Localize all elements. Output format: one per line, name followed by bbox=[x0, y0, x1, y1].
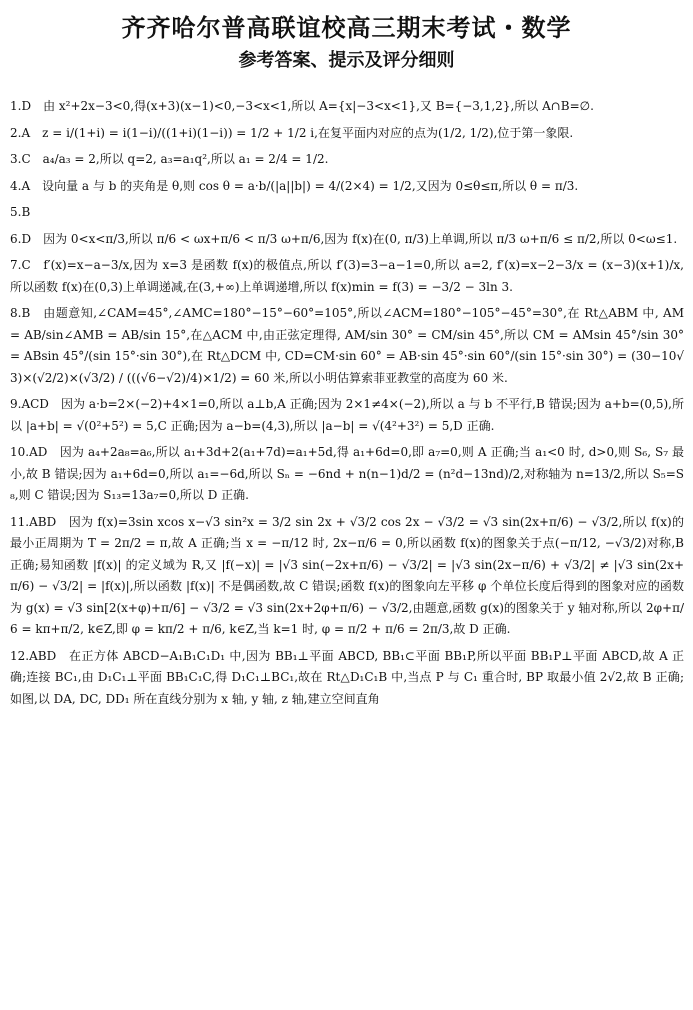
answer-text: A 设向量 a 与 b 的夹角是 θ,则 cos θ = a·b/(|a||b|) = 4/(2×4) = 1/2,又因为 0≤θ≤π,所以 θ = π/3. bbox=[21, 178, 579, 193]
answer-item-2 bbox=[10, 123, 684, 145]
page-title: 齐齐哈尔普高联谊校高三期末考试・数学 bbox=[121, 14, 572, 42]
answer-text: A z = i/(1+i) = i(1−i)/((1+i)(1−i)) = 1/2 + 1/2 i,在复平面内对应的点为(1/2, 1/2),位于第一象限. bbox=[21, 125, 574, 140]
answer-item-4 bbox=[10, 176, 684, 198]
answer-number: 9. bbox=[10, 397, 22, 411]
answer-text: C a₄/a₃ = 2,所以 q=2, a₃=a₁q²,所以 a₁ = 2/4 = 1/2. bbox=[21, 152, 329, 166]
answer-text: B bbox=[21, 205, 31, 219]
answer-number: 7. bbox=[10, 258, 22, 272]
answer-item-12 bbox=[10, 646, 684, 711]
answer-item-6 bbox=[10, 229, 684, 251]
answer-number: 5. bbox=[10, 205, 22, 219]
answer-item-10 bbox=[10, 442, 684, 507]
answer-item-8 bbox=[10, 303, 684, 389]
answer-text: ACD 因为 a·b=2×(−2)+4×1=0,所以 a⊥b,A 正确;因为 2×1≠4×(−2),所以 a 与 b 不平行,B 错误;因为 a+b=(0,5),所以 |a+b| = √(0²+5²) = 5,C 正确;因为 a−b=(4,3),所以 |a−b| = √(4²+3²) = 5,D 正确. bbox=[10, 397, 684, 433]
answer-number: 4. bbox=[10, 178, 22, 193]
answer-text: B 由题意知,∠CAM=45°,∠AMC=180°−15°−60°=105°,所以∠ACM=180°−105°−45°=30°,在 Rt△ABM 中, AM = AB/sin∠AMB = AB/sin 15°,在△ACM 中,由正弦定理得, AM/sin 30° = CM/sin 45°,所以 CM = AMsin 45°/sin 30° = ABsin 45°/(sin 15°·sin 30°),在 Rt△DCM 中, CD=CM·sin 60° = AB·sin 45°·sin 60°/(sin 15°·sin 30°) = (30−10√3)×(√2/2)×(√3/2) / (((√6−√2)/4)×1/2) = 60 米,所以小明估算索菲亚教堂的高度为 60 米. bbox=[10, 306, 684, 385]
answer-item-1 bbox=[10, 96, 684, 118]
answer-number: 2. bbox=[10, 125, 22, 140]
answer-text: AD 因为 a₄+2a₈=a₆,所以 a₁+3d+2(a₁+7d)=a₁+5d,得 a₁+6d=0,即 a₇=0,则 A 正确;当 a₁<0 时, d>0,则 S₆, S₇ 最小,故 B 错误;因为 a₁+6d=0,所以 a₁=−6d,所以 Sₙ = −6nd + n(n−1)d/2 = (n²d−13nd)/2,对称轴为 n=13/2,所以 S₅=S₈,则 C 错误;因为 S₁₃=13a₇=0,所以 D 正确. bbox=[10, 445, 684, 502]
answer-number: 6. bbox=[10, 231, 22, 246]
answer-text: ABD 在正方体 ABCD−A₁B₁C₁D₁ 中,因为 BB₁⊥平面 ABCD, BB₁⊂平面 BB₁P,所以平面 BB₁P⊥平面 ABCD,故 A 正确;连接 BC₁,由 D₁C₁⊥平面 BB₁C₁C,得 D₁C₁⊥BC₁,故在 Rt△D₁C₁B 中,当点 P 与 C₁ 重合时, BP 取最小值 2√2,故 B 正确;如图,以 DA, DC, DD₁ 所在直线分别为 x 轴, y 轴, z 轴,建立空间直角 bbox=[10, 648, 684, 706]
answer-item-7 bbox=[10, 255, 684, 298]
answer-text: D 因为 0<x<π/3,所以 π/6 < ωx+π/6 < π/3 ω+π/6,因为 f(x)在(0, π/3)上单调,所以 π/3 ω+π/6 ≤ π/2,所以 0<ω≤1. bbox=[21, 231, 678, 246]
answer-number: 3. bbox=[10, 152, 22, 166]
answer-text: C f′(x)=x−a−3/x,因为 x=3 是函数 f(x)的极值点,所以 f′(3)=3−a−1=0,所以 a=2, f′(x)=x−2−3/x = (x−3)(x+1)/x,所以函数 f(x)在(0,3)上单调递减,在(3,+∞)上单调递增,所以 f(x)min = f(3) = −3/2 − 3ln 3. bbox=[10, 258, 684, 294]
answer-number: 12. bbox=[10, 648, 30, 663]
answer-item-11 bbox=[10, 512, 684, 641]
page-subtitle: 参考答案、提示及评分细则 bbox=[238, 50, 455, 71]
answer-list bbox=[10, 96, 684, 715]
answer-text: D 由 x²+2x−3<0,得(x+3)(x−1)<0,−3<x<1,所以 A={x|−3<x<1},又 B={−3,1,2},所以 A∩B=∅. bbox=[21, 99, 594, 113]
answer-number: 8. bbox=[10, 306, 22, 320]
answer-number: 1. bbox=[10, 99, 22, 113]
answer-item-3 bbox=[10, 149, 684, 171]
answer-text: ABD 因为 f(x)=3sin xcos x−√3 sin²x = 3/2 sin 2x + √3/2 cos 2x − √3/2 = √3 sin(2x+π/6) − √3/2,所以 f(x)的最小正周期为 T = 2π/2 = π,故 A 正确;当 x = −π/12 时, 2x−π/6 = 0,所以函数 f(x)的图象关于点(−π/12, −√3/2)对称,B 正确;易知函数 |f(x)| 的定义域为 R,又 |f(−x)| = |√3 sin(−2x+π/6) − √3/2| = |√3 sin(2x−π/6) + √3/2| ≠ |√3 sin(2x+π/6) − √3/2| = |f(x)|,所以函数 |f(x)| 不是偶函数,故 C 错误;函数 f(x)的图象向左平移 φ 个单位长度后得到的图象对应的函数为 g(x) = √3 sin[2(x+φ)+π/6] − √3/2 = √3 sin(2x+2φ+π/6) − √3/2,由题意,函数 g(x)的图象关于 y 轴对称,所以 2φ+π/6 = kπ+π/2, k∈Z,即 φ = kπ/2 + π/6, k∈Z,当 k=1 时, φ = π/2 + π/6 = 2π/3,故 D 正确. bbox=[10, 514, 684, 636]
answer-item-9 bbox=[10, 394, 684, 437]
answer-number: 10. bbox=[10, 445, 30, 459]
answer-item-5 bbox=[10, 202, 684, 224]
answer-number: 11. bbox=[10, 514, 30, 529]
